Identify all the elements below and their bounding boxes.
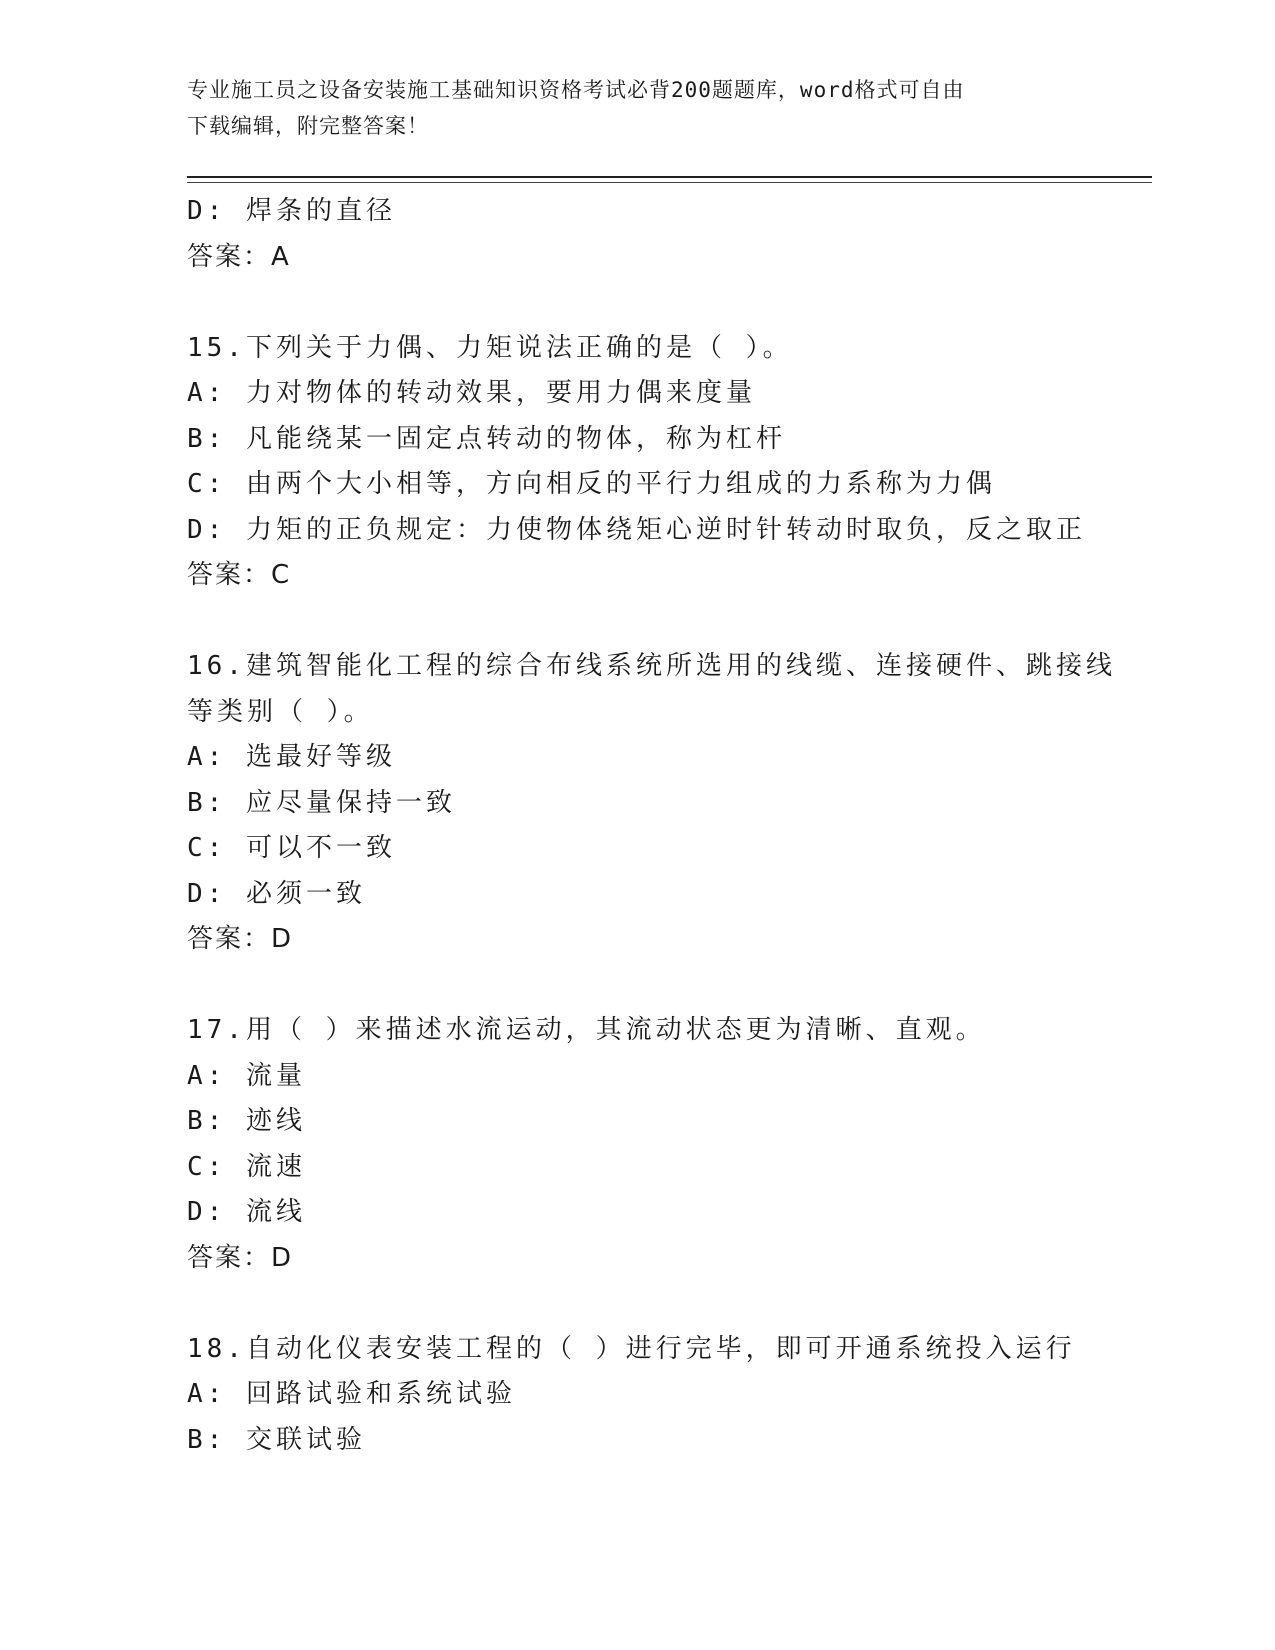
question-stem: 18.自动化仪表安装工程的（ ）进行完毕，即可开通系统投入运行 xyxy=(187,1333,1076,1364)
option-b: B: 应尽量保持一致 xyxy=(187,787,456,818)
spacer xyxy=(187,1281,1087,1327)
spacer xyxy=(187,599,1087,645)
question-15 xyxy=(187,326,1087,599)
answer-line: 答案：A xyxy=(187,241,291,272)
option-a: A: 力对物体的转动效果，要用力偶来度量 xyxy=(187,378,756,408)
answer-line: 答案：D xyxy=(187,1242,294,1273)
option-c: C: 流速 xyxy=(187,1151,306,1182)
option-c: C: 由两个大小相等，方向相反的平行力组成的力系称为力偶 xyxy=(187,469,996,499)
header-title-line1: 专业施工员之设备安装施工基础知识资格考试必背200题题库，word格式可自由 xyxy=(187,78,965,102)
document-header xyxy=(187,72,1067,144)
option-b: B: 凡能绕某一固定点转动的物体，称为杠杆 xyxy=(187,423,786,454)
spacer xyxy=(187,963,1087,1009)
question-stem: 16.建筑智能化工程的综合布线系统所选用的线缆、连接硬件、跳接线 xyxy=(187,651,1116,681)
header-divider-thick xyxy=(187,176,1152,178)
option-a: A: 回路试验和系统试验 xyxy=(187,1379,516,1409)
option-a: A: 流量 xyxy=(187,1060,306,1091)
option-d: D: 流线 xyxy=(187,1197,306,1227)
question-stem: 17.用（ ）来描述水流运动，其流动状态更为清晰、直观。 xyxy=(187,1015,986,1045)
option-b: B: 迹线 xyxy=(187,1106,306,1136)
question-stem: 15.下列关于力偶、力矩说法正确的是（ ）。 xyxy=(187,332,793,363)
option-d: D: 力矩的正负规定：力使物体绕矩心逆时针转动时取负，反之取正 xyxy=(187,514,1086,545)
answer-line: 答案：D xyxy=(187,924,294,954)
question-17 xyxy=(187,1008,1087,1281)
header-divider-thin xyxy=(187,182,1152,183)
question-18 xyxy=(187,1327,1087,1464)
option-b: B: 交联试验 xyxy=(187,1424,366,1455)
question-stem-continued: 等类别（ ）。 xyxy=(187,696,374,727)
question-list xyxy=(187,189,1116,1463)
option-c: C: 可以不一致 xyxy=(187,833,396,863)
question-16 xyxy=(187,644,1116,963)
option-a: A: 选最好等级 xyxy=(187,742,396,772)
spacer xyxy=(187,280,1087,326)
option-d: D: 焊条的直径 xyxy=(187,196,396,226)
option-d: D: 必须一致 xyxy=(187,878,366,909)
answer-line: 答案：C xyxy=(187,560,292,590)
header-title-line2: 下载编辑，附完整答案！ xyxy=(187,114,429,138)
